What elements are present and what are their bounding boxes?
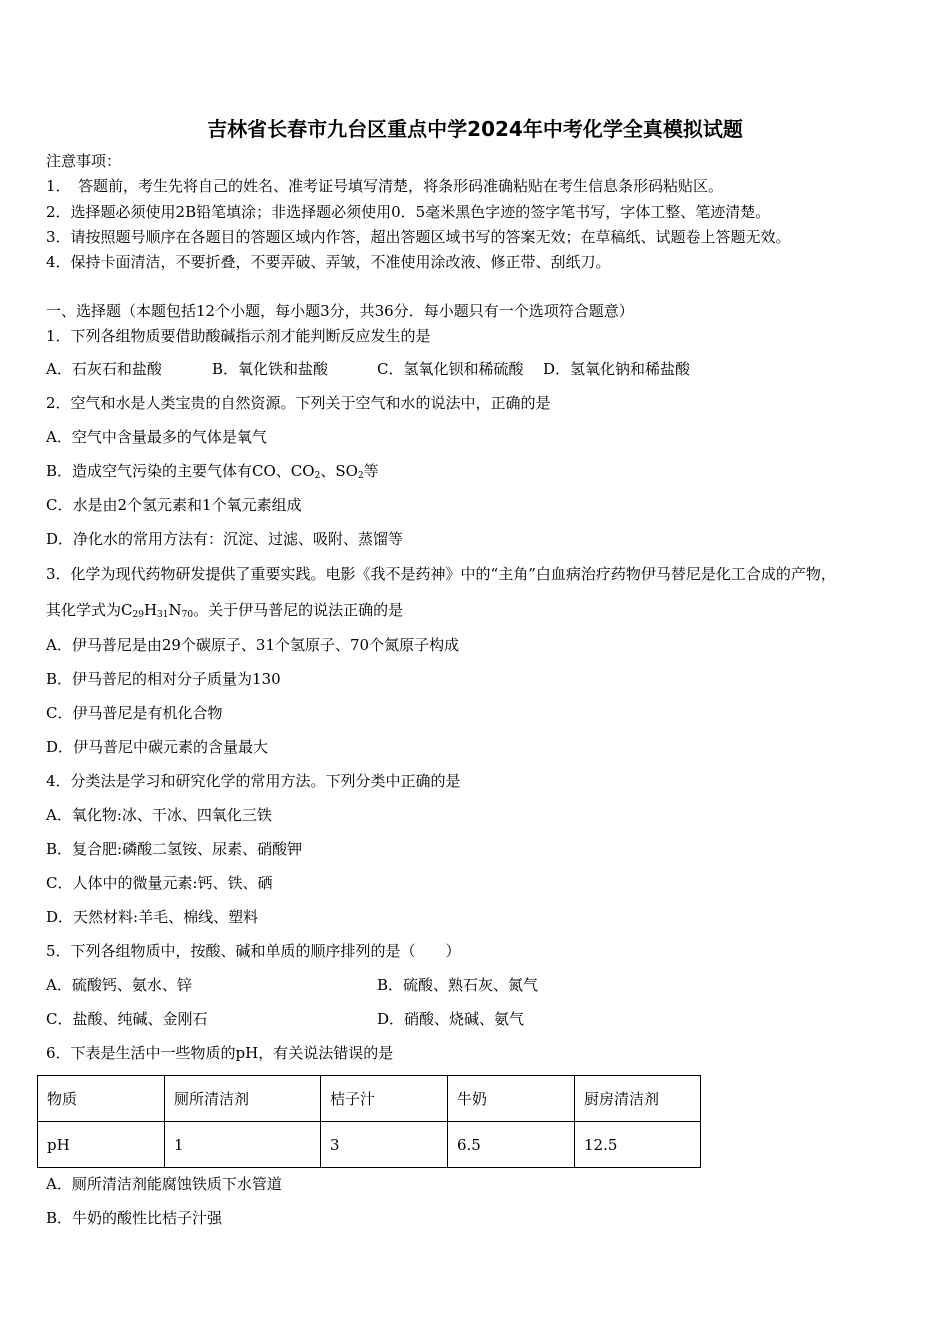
question-5-option-b: B．硫酸、熟石灰、氮气 — [377, 976, 539, 994]
ph-table-header-cell: 厕所清洁剂 — [165, 1076, 321, 1122]
question-6-stem: 6．下表是生活中一些物质的pH，有关说法错误的是 — [46, 1044, 394, 1062]
question-4-option-a: A．氧化物:冰、干冰、四氧化三铁 — [46, 806, 272, 824]
question-4-option-c: C．人体中的微量元素:钙、铁、硒 — [46, 874, 273, 892]
ph-table-header-cell: 桔子汁 — [321, 1076, 448, 1122]
question-2-option-d: D．净化水的常用方法有：沉淀、过滤、吸附、蒸馏等 — [46, 530, 404, 548]
question-3-stem-line-2: 其化学式为$C_{29}H_{31}N_{70}$。关于伊马普尼的说法正确的是 — [46, 601, 404, 620]
question-1-option-b: B．氧化铁和盐酸 — [212, 360, 329, 378]
ph-table-header-row — [38, 1076, 701, 1122]
question-2-option-a: A．空气中含量最多的气体是氧气 — [46, 428, 267, 446]
ph-table-header-cell: 物质 — [38, 1076, 165, 1122]
notice-item-4: 4．保持卡面清洁，不要折叠，不要弄破、弄皱，不准使用涂改液、修正带、刮纸刀。 — [46, 253, 611, 271]
ph-table-row — [38, 1122, 701, 1168]
question-5-stem: 5．下列各组物质中，按酸、碱和单质的顺序排列的是（ ） — [46, 942, 461, 960]
ph-table — [37, 1075, 701, 1168]
question-1-stem: 1．下列各组物质要借助酸碱指示剂才能判断反应发生的是 — [46, 327, 431, 345]
ph-table-cell: 3 — [321, 1122, 448, 1168]
ph-table-header-cell: 厨房清洁剂 — [575, 1076, 701, 1122]
ph-table-cell: pH — [38, 1122, 165, 1168]
notice-item-1: 1． 答题前，考生先将自己的姓名、准考证号填写清楚，将条形码准确粘贴在考生信息条形码粘贴区。 — [46, 177, 724, 195]
question-5-option-a: A．硫酸钙、氨水、锌 — [46, 976, 192, 994]
ph-table-cell: 12.5 — [575, 1122, 701, 1168]
question-6-option-a: A．厕所清洁剂能腐蚀铁质下水管道 — [46, 1175, 282, 1193]
ph-table-cell: 6.5 — [448, 1122, 575, 1168]
question-4-option-d: D．天然材料:羊毛、棉线、塑料 — [46, 908, 259, 926]
question-2-stem: 2．空气和水是人类宝贵的自然资源。下列关于空气和水的说法中，正确的是 — [46, 394, 551, 412]
question-3-option-b: B．伊马普尼的相对分子质量为130 — [46, 670, 281, 688]
ph-table-cell: 1 — [165, 1122, 321, 1168]
question-4-stem: 4．分类法是学习和研究化学的常用方法。下列分类中正确的是 — [46, 772, 461, 790]
ph-table-header-cell: 牛奶 — [448, 1076, 575, 1122]
notice-heading: 注意事项： — [46, 152, 122, 170]
question-4-option-b: B．复合肥:磷酸二氢铵、尿素、硝酸钾 — [46, 840, 303, 858]
question-3-option-a: A．伊马普尼是由29个碳原子、31个氢原子、70个氮原子构成 — [46, 636, 460, 654]
notice-item-2: 2．选择题必须使用2B铅笔填涂；非选择题必须使用0．5毫米黑色字迹的签字笔书写，字体工整、笔迹清楚。 — [46, 203, 771, 221]
question-2-option-b: B．造成空气污染的主要气体有CO、$CO_2$、$SO_2$等 — [46, 462, 379, 481]
question-1-option-a: A．石灰石和盐酸 — [46, 360, 162, 378]
question-3-option-d: D．伊马普尼中碳元素的含量最大 — [46, 738, 269, 756]
question-5-option-d: D．硝酸、烧碱、氨气 — [377, 1010, 525, 1028]
question-3-option-c: C．伊马普尼是有机化合物 — [46, 704, 223, 722]
page-title: 吉林省长春市九台区重点中学2024年中考化学全真模拟试题 — [207, 117, 743, 141]
notice-item-3: 3．请按照题号顺序在各题目的答题区域内作答，超出答题区域书写的答案无效；在草稿纸、试题卷上答题无效。 — [46, 228, 791, 246]
question-2-option-c: C．水是由2个氢元素和1个氧元素组成 — [46, 496, 302, 514]
section-heading: 一、选择题（本题包括12个小题，每小题3分，共36分．每小题只有一个选项符合题意） — [46, 302, 634, 320]
question-3-stem-line-1: 3．化学为现代药物研发提供了重要实践。电影《我不是药神》中的“主角”白血病治疗药物伊马替尼是化工合成的产物， — [46, 565, 836, 583]
question-5-option-c: C．盐酸、纯碱、金刚石 — [46, 1010, 208, 1028]
question-6-option-b: B．牛奶的酸性比桔子汁强 — [46, 1209, 223, 1227]
question-1-option-c: C．氢氧化钡和稀硫酸 — [377, 360, 524, 378]
question-1-option-d: D．氢氧化钠和稀盐酸 — [543, 360, 691, 378]
